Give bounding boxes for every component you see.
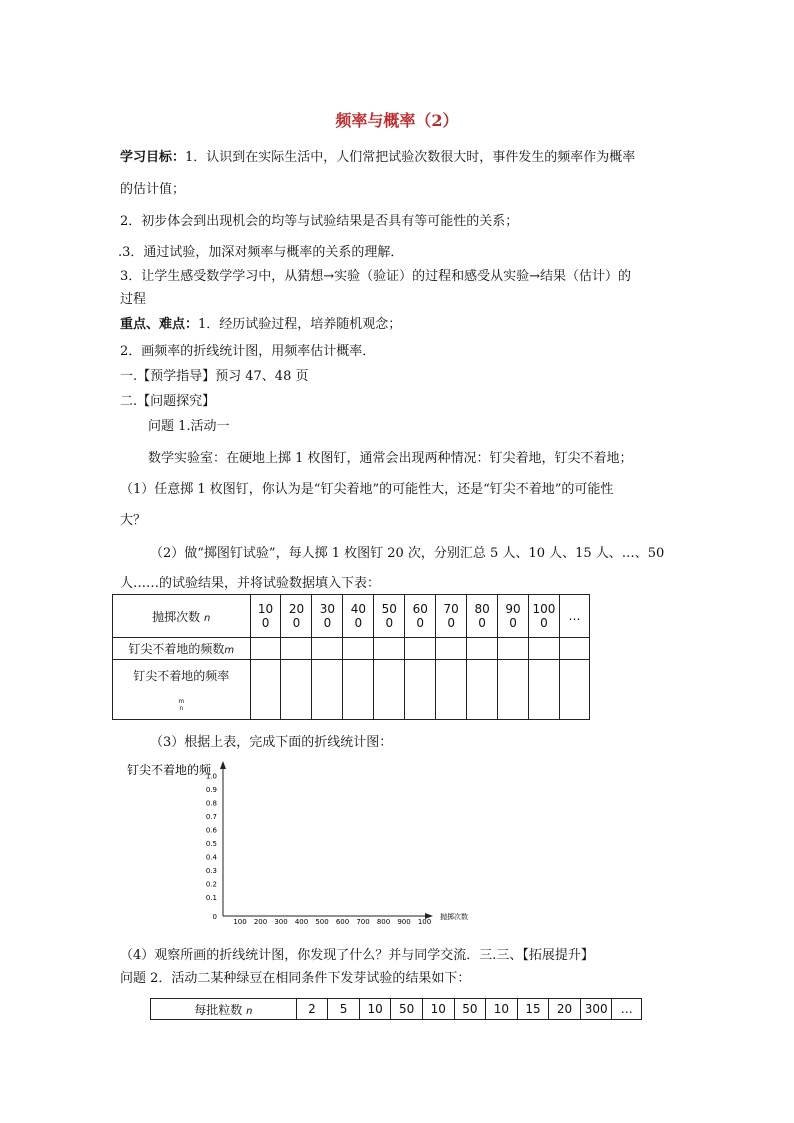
col-90: 90 0	[498, 595, 529, 638]
x-tick-label: 300	[274, 918, 288, 926]
batch-value: 15	[517, 999, 549, 1020]
col-20: 20 0	[281, 595, 312, 638]
lab-text: 数学实验室：在硬地上掷 1 枚图钉，通常会出现两种情况：钉尖着地，钉尖不着地；	[148, 451, 633, 466]
y-ticks	[206, 773, 218, 903]
origin-label: 0	[212, 913, 217, 921]
batch-value: 50	[391, 999, 423, 1020]
batch-value: 10	[486, 999, 518, 1020]
batch-value: 20	[549, 999, 581, 1020]
x-tick-label: 400	[294, 918, 309, 926]
col-ellipsis: …	[559, 595, 589, 638]
objective-1a: 1．认识到在实际生活中，人们常把试验次数很大时，事件发生的频率作为概率	[185, 150, 636, 165]
header-frequency: 钉尖不着地的频率 m n	[113, 660, 251, 720]
x-tick-label: 800	[376, 918, 391, 926]
key-label: 重点、难点：	[120, 317, 199, 332]
objective-1b: 的估计值；	[120, 182, 186, 197]
batch-value: 10	[359, 999, 391, 1020]
x-ticks	[233, 918, 431, 926]
col-100: 100 0	[528, 595, 559, 638]
y-tick-label: 0.2	[205, 880, 217, 889]
question-2a: （2）做“掷图钉试验”，每人掷 1 枚图钉 20 次，分别汇总 5 人、10 人、15 人、…、50	[150, 546, 665, 561]
problem-1: 问题 1.活动一	[148, 419, 230, 434]
y-tick-label: 0.3	[205, 867, 217, 875]
x-tick-label: 500	[315, 918, 329, 926]
header-throws: 抛掷次数 n	[113, 595, 251, 638]
y-tick-label: 0.1	[205, 894, 217, 902]
y-tick-label: 0.9	[205, 786, 217, 794]
header-count: 钉尖不着地的频数m	[113, 638, 251, 660]
y-tick-label: 0.8	[205, 799, 217, 808]
page-title: 频率与概率（2）	[335, 111, 459, 130]
y-tick-label: 0.5	[205, 840, 217, 848]
col-80: 80 0	[467, 595, 498, 638]
y-tick-label: 0.6	[205, 826, 217, 835]
objective-3a: .3．通过试验，加深对频率与概率的关系的理解．	[118, 245, 404, 260]
question-1b: 大？	[120, 513, 147, 528]
data-table-1	[112, 594, 590, 720]
x-tick-label: 700	[356, 918, 370, 926]
batch-value: 10	[422, 999, 454, 1020]
y-tick-label: 1.0	[205, 772, 217, 781]
frequency-line-chart	[120, 756, 490, 931]
question-2b: 人……的试验结果，并将试验数据填入下表：	[120, 576, 381, 591]
section-1: 一.【预学指导】预习 47、48 页	[120, 369, 309, 384]
col-40: 40 0	[343, 595, 374, 638]
question-1a: （1）任意掷 1 枚图钉，你认为是“钉尖着地”的可能性大，还是“钉尖不着地”的可能性	[120, 482, 614, 497]
objectives-label: 学习目标：	[120, 150, 186, 165]
question-3: （3）根据上表，完成下面的折线统计图：	[150, 735, 393, 750]
batch-value: 300	[580, 999, 612, 1020]
x-tick-label: 100	[417, 918, 432, 926]
chart-y-label: 钉尖不着地的频	[127, 763, 212, 777]
section-2: 二.【问题探究】	[120, 394, 216, 409]
batch-value: 5	[328, 999, 360, 1020]
x-tick-label: 100	[233, 918, 247, 926]
col-30: 30 0	[312, 595, 343, 638]
key-points	[120, 313, 401, 332]
y-tick-label: 0.7	[205, 813, 217, 821]
x-tick-label: 900	[397, 918, 411, 926]
chart-x-label: 抛掷次数	[440, 913, 468, 921]
x-tick-label: 200	[253, 918, 268, 926]
key-1: 1．经历试验过程，培养随机观念；	[198, 317, 402, 332]
question-4: （4）观察所画的折线统计图，你发现了什么？并与同学交流．三.三、【拓展提升】	[120, 948, 594, 963]
batch-value: 2	[296, 999, 328, 1020]
col-70: 70 0	[436, 595, 467, 638]
objective-1	[120, 146, 635, 165]
problem-2: 问题 2．活动二某种绿豆在相同条件下发芽试验的结果如下：	[120, 971, 471, 986]
y-tick-label: 0.4	[205, 853, 217, 862]
objective-2: 2．初步体会到出现机会的均等与试验结果是否具有等可能性的关系；	[120, 214, 519, 229]
batch-value: 50	[454, 999, 486, 1020]
objective-3b: 3．让学生感受数学学习中，从猜想→实验（验证）的过程和感受从实验→结果（估计）的	[120, 269, 632, 284]
y-axis-arrow	[220, 761, 226, 769]
data-table-2	[150, 998, 642, 1020]
x-tick-label: 600	[335, 918, 350, 926]
col-60: 60 0	[405, 595, 436, 638]
header-batch-size: 每批粒数 n	[151, 999, 297, 1020]
col-50: 50 0	[374, 595, 405, 638]
key-2: 2．画频率的折线统计图，用频率估计概率．	[120, 344, 376, 359]
batch-ellipsis: …	[612, 999, 642, 1020]
col-10: 10 0	[250, 595, 281, 638]
objective-3c: 过程	[120, 292, 147, 307]
